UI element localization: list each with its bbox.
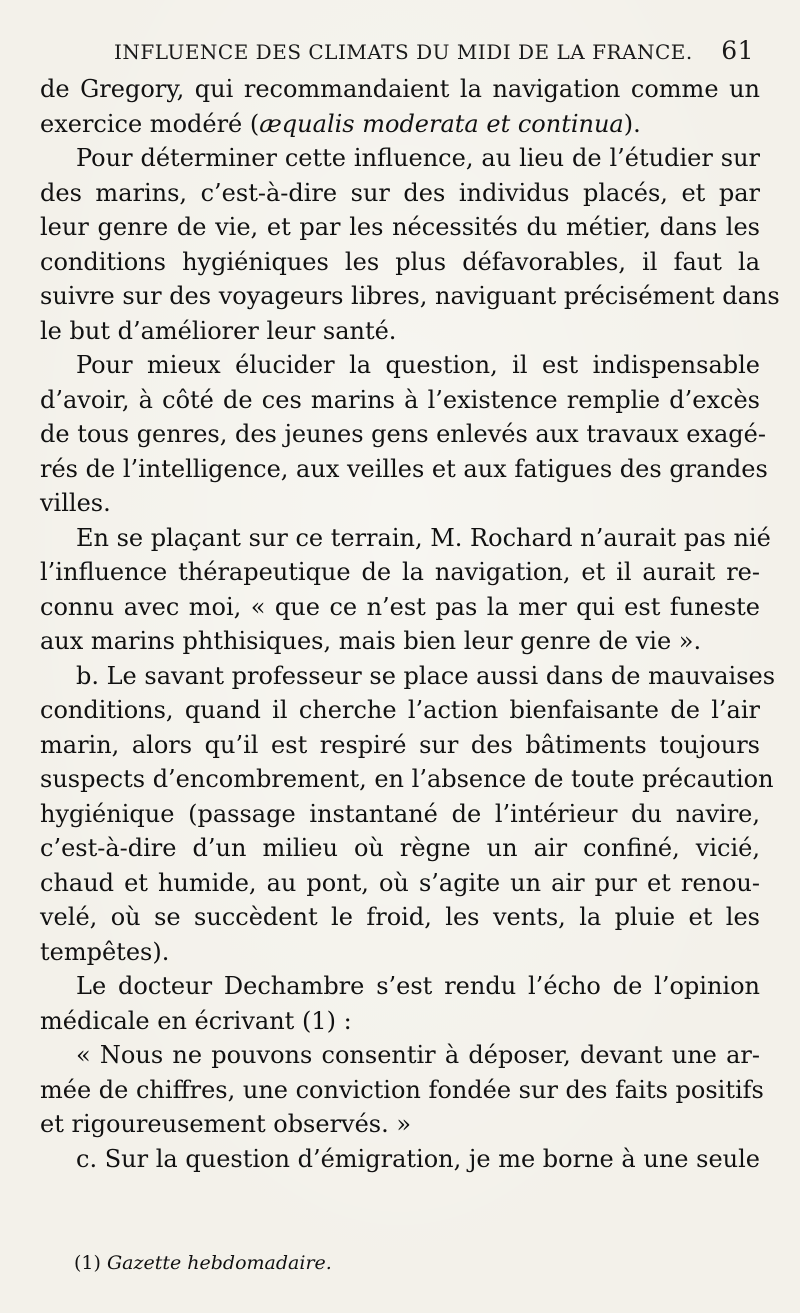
body-text [40, 72, 780, 1176]
latin-phrase: æqualis moderata et continua [259, 109, 624, 138]
text-line: rés de l’intelligence, aux veilles et aux fatigues des grandes [40, 454, 768, 483]
text-line: médicale en écrivant (1) : [40, 1006, 352, 1035]
text-line: suspects d’encombrement, en l’absence de toute précaution [40, 765, 774, 793]
paragraph-first-line: c. Sur la question d’émigration, je me borne à une seule [76, 1144, 760, 1173]
text-line: conditions hygiéniques les plus défavorables, il faut la [40, 247, 760, 276]
paragraph-first-line: En se plaçant sur ce terrain, M. Rochard n’aurait pas nié [76, 523, 771, 552]
text-line: mée de chiffres, une conviction fondée sur des faits positifs [40, 1075, 764, 1104]
page-number: 61 [721, 36, 754, 65]
text-line: connu avec moi, « que ce n’est pas la mer qui est funeste [40, 592, 760, 621]
text-line: l’influence thérapeutique de la navigation, et il aurait re- [40, 558, 760, 586]
footnote [74, 1252, 332, 1274]
text-line [40, 107, 760, 142]
text-line: chaud et humide, au pont, où s’agite un air pur et renou- [40, 868, 760, 897]
text-line: de Gregory, qui recommandaient la navigation comme un [40, 75, 760, 103]
text-line: c’est-à-dire d’un milieu où règne un air confiné, vicié, [40, 834, 760, 862]
text-line: leur genre de vie, et par les nécessités du métier, dans les [40, 213, 760, 241]
quote-first-line: « Nous ne pouvons consentir à déposer, devant une ar- [76, 1041, 760, 1069]
running-head [40, 34, 760, 70]
text-line: des marins, c’est-à-dire sur des individus placés, et par [40, 178, 760, 207]
footnote-marker: (1) [74, 1252, 101, 1274]
text-fragment: exercice modéré ( [40, 109, 260, 138]
text-line: tempêtes). [40, 937, 170, 966]
text-line: et rigoureusement observés. » [40, 1110, 412, 1138]
text-line: suivre sur des voyageurs libres, naviguant précisément dans [40, 282, 780, 310]
text-line: velé, où se succèdent le froid, les vents, la pluie et les [40, 903, 760, 931]
text-line: de tous genres, des jeunes gens enlevés aux travaux exagé- [40, 420, 766, 448]
paragraph-first-line: b. Le savant professeur se place aussi dans de mauvaises [76, 661, 776, 690]
text-line: villes. [40, 489, 111, 517]
paragraph-first-line: Pour mieux élucider la question, il est indispensable [76, 351, 760, 379]
text-line: d’avoir, à côté de ces marins à l’existence remplie d’excès [40, 385, 760, 414]
text-line: aux marins phthisiques, mais bien leur genre de vie ». [40, 627, 702, 655]
text-line: marin, alors qu’il est respiré sur des bâtiments toujours [40, 730, 760, 759]
text-line: hygiénique (passage instantané de l’intérieur du navire, [40, 799, 760, 828]
text-fragment: ). [623, 109, 641, 138]
text-line: conditions, quand il cherche l’action bienfaisante de l’air [40, 696, 760, 724]
paragraph-first-line: Pour déterminer cette influence, au lieu de l’étudier sur [76, 144, 760, 172]
text-line: le but d’améliorer leur santé. [40, 316, 397, 345]
running-title: INFLUENCE DES CLIMATS DU MIDI DE LA FRANCE. [114, 40, 693, 64]
footnote-title: Gazette hebdomadaire. [106, 1252, 332, 1274]
paragraph-first-line: Le docteur Dechambre s’est rendu l’écho de l’opinion [76, 972, 760, 1000]
